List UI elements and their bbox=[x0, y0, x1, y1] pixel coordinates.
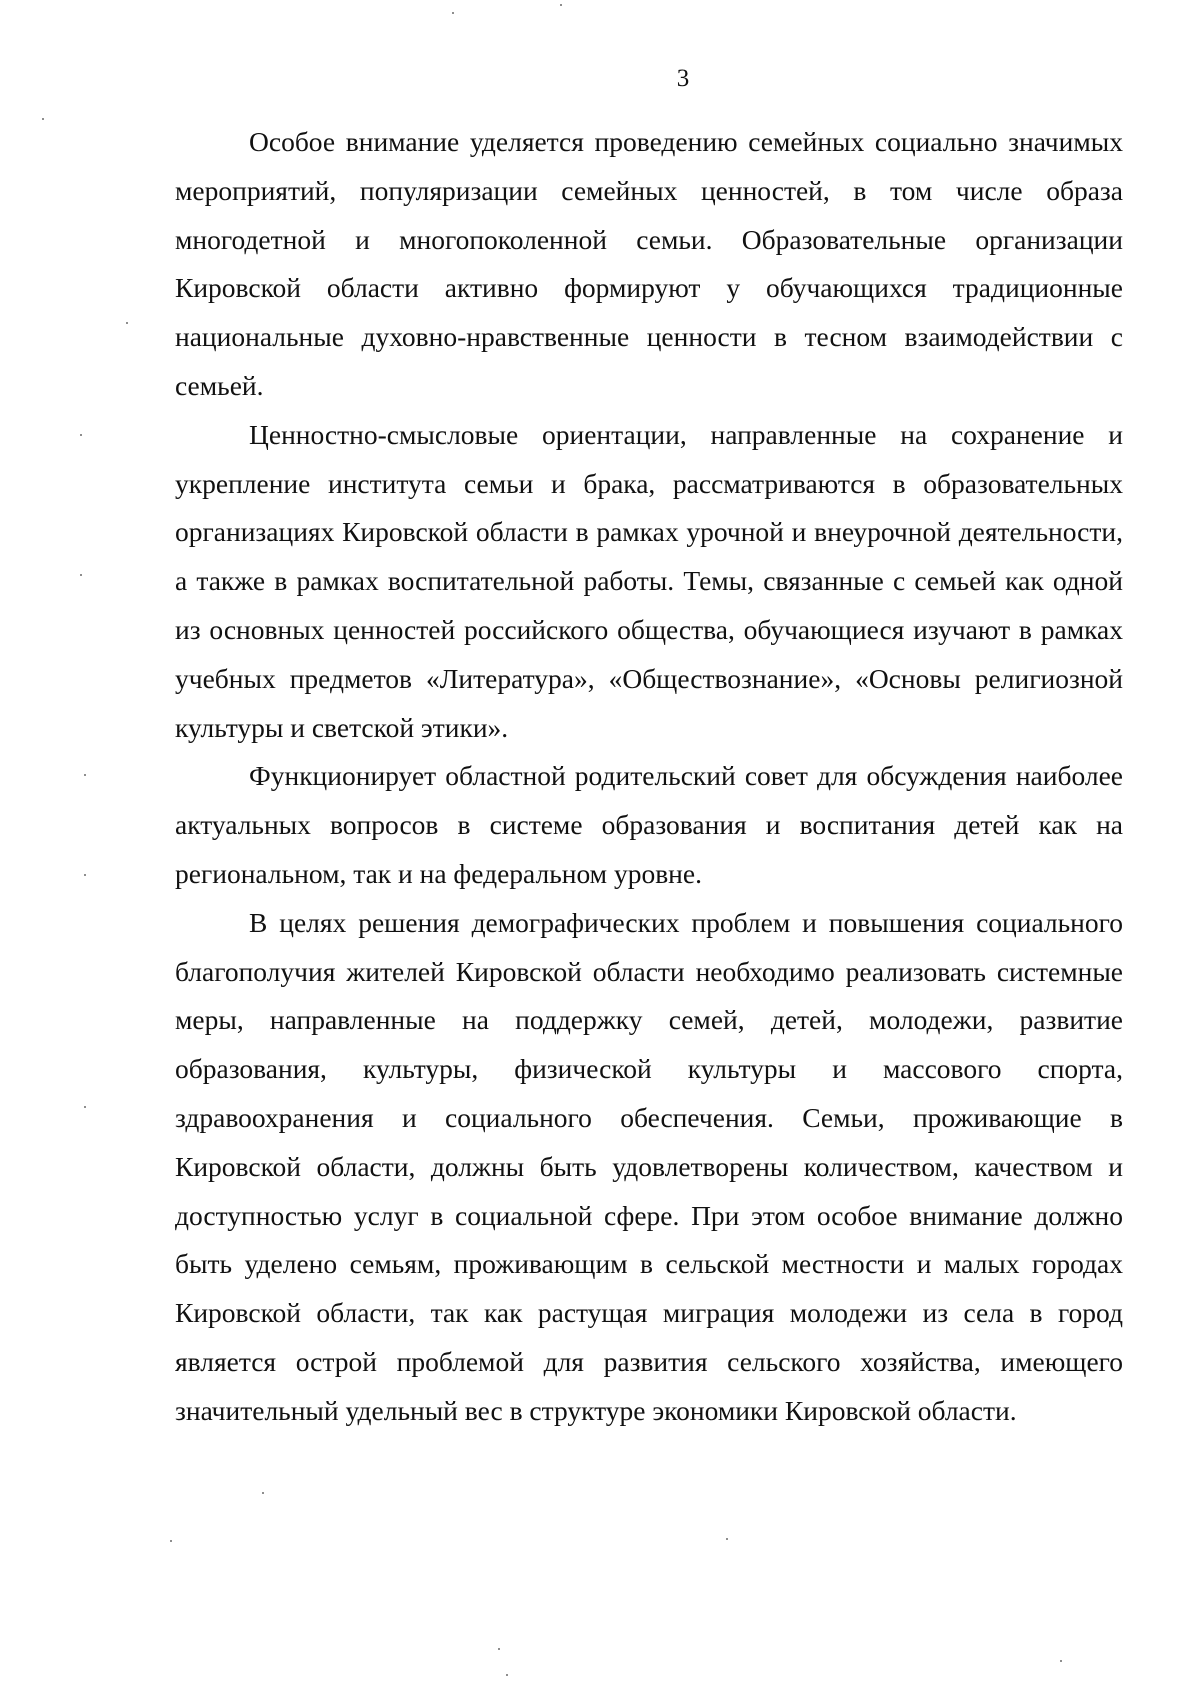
scan-speck bbox=[80, 574, 82, 576]
scan-speck bbox=[84, 874, 86, 876]
scan-speck bbox=[726, 1538, 728, 1540]
scan-speck bbox=[42, 118, 44, 120]
paragraph-demographic-measures: В целях решения демографических проблем и повышения социального благополучия жителей Кировской области необходимо реализовать системные меры, направленные на поддержку семей, детей, молодежи, развитие образования, культуры, физической культуры и массового спорта, здравоохранения и социального обеспечения. Семьи, проживающие в Кировской области, должны быть удовлетворены количеством, качеством и доступностью услуг в социальной сфере. При этом особое внимание должно быть уделено семьям, проживающим в сельской местности и малых городах Кировской области, так как растущая миграция молодежи из села в город является острой проблемой для развития сельского хозяйства, имеющего значительный удельный вес в структуре экономики Кировской области. bbox=[175, 906, 1123, 1426]
scan-speck bbox=[170, 1540, 172, 1542]
page-number: 3 bbox=[676, 65, 690, 92]
paragraph-value-orientations: Ценностно-смысловые ориентации, направленные на сохранение и укрепление института семьи и брака, рассматриваются в образовательных организациях Кировской области в рамках урочной и внеурочной деятельности, а также в рамках воспитательной работы. Темы, связанные с семьей как одной из основных ценностей российского общества, обучающиеся изучают в рамках учебных предметов «Литература», «Обществознание», «Основы религиозной культуры и светской этики». bbox=[175, 418, 1123, 743]
scan-speck bbox=[498, 1648, 500, 1650]
scan-speck bbox=[452, 12, 454, 14]
scan-speck bbox=[560, 4, 562, 6]
scan-speck bbox=[262, 1492, 264, 1494]
scan-speck bbox=[84, 774, 86, 776]
paragraph-family-values: Особое внимание уделяется проведению семейных социально значимых мероприятий, популяризации семейных ценностей, в том числе образа многодетной и многопоколенной семьи. Образовательные организации Кировской области активно формируют у обучающихся традиционные национальные духовно-нравственные ценности в тесном взаимодействии с семьей. bbox=[175, 126, 1123, 401]
scan-speck bbox=[1060, 1660, 1062, 1662]
scan-speck bbox=[506, 1674, 508, 1676]
paragraph-parents-council: Функционирует областной родительский совет для обсуждения наиболее актуальных вопросов в системе образования и воспитания детей как на региональном, так и на федеральном уровне. bbox=[175, 760, 1123, 889]
scan-speck bbox=[126, 322, 128, 324]
document-body bbox=[175, 118, 1123, 1436]
scan-speck bbox=[80, 434, 82, 436]
scan-speck bbox=[84, 1106, 86, 1108]
